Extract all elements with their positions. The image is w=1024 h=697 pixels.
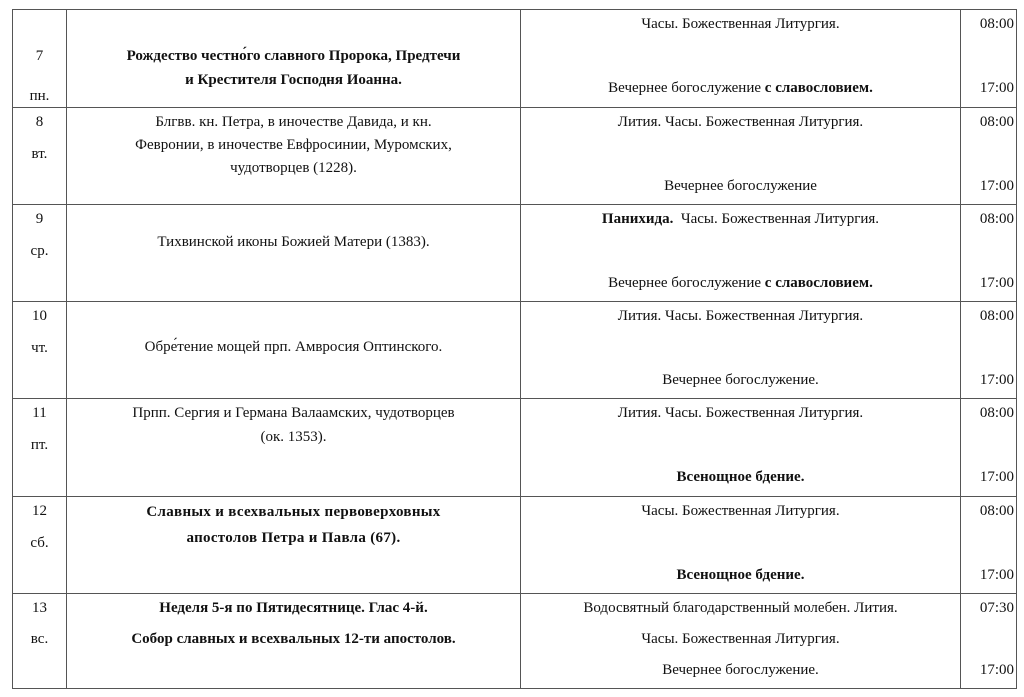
service-text: Лития. Часы. Божественная Литургия. xyxy=(617,405,864,421)
service-line xyxy=(521,78,960,98)
service-text: Вечернее богослужение. xyxy=(662,372,819,388)
schedule-body xyxy=(13,10,1017,689)
weekday: вс. xyxy=(30,631,49,647)
feast-line: Обре́тение мощей прп. Амвросия Оптинского. xyxy=(144,339,443,355)
services-cell xyxy=(521,497,961,594)
time-cell xyxy=(961,399,1017,497)
weekday: чт. xyxy=(31,340,48,356)
service-time: 08:00 xyxy=(979,503,1014,519)
service-text-bold: Всенощное бдение. xyxy=(676,567,805,583)
feast-line: чудотворцев (1228). xyxy=(230,160,357,176)
weekday: вт. xyxy=(31,146,48,162)
service-text: Часы. Божественная Литургия. xyxy=(673,211,880,227)
services-cell xyxy=(521,10,961,108)
time-cell xyxy=(961,594,1017,689)
feast-cell xyxy=(67,205,521,302)
service-text: Часы. Божественная Литургия. xyxy=(641,631,840,647)
time-cell xyxy=(961,302,1017,399)
service-line xyxy=(521,209,960,229)
service-text: Часы. Божественная Литургия. xyxy=(641,503,840,519)
day-number: 7 xyxy=(35,48,44,64)
service-text-bold: с славословием. xyxy=(764,275,873,291)
service-time: 17:00 xyxy=(979,372,1014,388)
feast-line: Февронии, в иночестве Евфросинии, Муромских, xyxy=(135,137,452,153)
service-line xyxy=(521,403,960,423)
service-text: Лития. Часы. Божественная Литургия. xyxy=(617,114,864,130)
feast-cell xyxy=(67,594,521,689)
services-cell xyxy=(521,302,961,399)
service-line xyxy=(521,629,960,649)
feast-line: Рождество честно́го славного Пророка, Предтечи xyxy=(126,48,461,64)
service-line xyxy=(521,112,960,132)
time-cell xyxy=(961,10,1017,108)
table-row xyxy=(13,594,1017,689)
service-text: Лития. Часы. Божественная Литургия. xyxy=(617,308,864,324)
time-cell xyxy=(961,205,1017,302)
service-text-bold: Панихида. xyxy=(601,211,674,227)
day-cell xyxy=(13,10,67,108)
service-line xyxy=(521,370,960,390)
feast-cell xyxy=(67,302,521,399)
day-number: 8 xyxy=(35,114,44,130)
weekday: сб. xyxy=(30,535,49,551)
day-number: 10 xyxy=(32,308,47,324)
service-time: 17:00 xyxy=(979,275,1014,291)
feast-line: Собор славных и всехвальных 12-ти апостолов. xyxy=(131,631,456,647)
day-number: 9 xyxy=(35,211,44,227)
services-cell xyxy=(521,108,961,205)
table-row xyxy=(13,302,1017,399)
services-cell xyxy=(521,205,961,302)
feast-line: Тихвинской иконы Божией Матери (1383). xyxy=(157,234,430,250)
table-row xyxy=(13,108,1017,205)
feast-line: и Крестителя Господня Иоанна. xyxy=(185,72,402,88)
feast-cell xyxy=(67,10,521,108)
feast-line: апостолов Петра и Павла (67). xyxy=(186,530,401,546)
service-time: 17:00 xyxy=(979,567,1014,583)
weekday: пн. xyxy=(29,88,50,104)
feast-line: Неделя 5-я по Пятидесятнице. Глас 4-й. xyxy=(159,600,428,616)
feast-cell xyxy=(67,497,521,594)
service-line xyxy=(521,14,960,34)
service-time: 08:00 xyxy=(979,16,1014,32)
table-row xyxy=(13,399,1017,497)
day-number: 11 xyxy=(32,405,47,421)
day-cell xyxy=(13,108,67,205)
table-row xyxy=(13,205,1017,302)
day-cell xyxy=(13,594,67,689)
services-cell xyxy=(521,594,961,689)
service-time: 17:00 xyxy=(979,80,1014,96)
table-row xyxy=(13,497,1017,594)
service-text: Водосвятный благодарственный молебен. Лития. xyxy=(583,600,898,616)
schedule-table xyxy=(12,9,1017,689)
weekday: пт. xyxy=(30,437,49,453)
feast-line: Прпп. Сергия и Германа Валаамских, чудотворцев xyxy=(132,405,455,421)
feast-line: (ок. 1353). xyxy=(260,429,327,445)
feast-line: Славных и всехвальных первоверховных xyxy=(146,504,441,520)
day-cell xyxy=(13,205,67,302)
service-line xyxy=(521,660,960,680)
service-line xyxy=(521,565,960,585)
service-time: 08:00 xyxy=(979,308,1014,324)
day-cell xyxy=(13,399,67,497)
service-text: Часы. Божественная Литургия. xyxy=(641,16,840,32)
service-time: 08:00 xyxy=(979,405,1014,421)
service-line xyxy=(521,273,960,293)
feast-line: Блгвв. кн. Петра, в иночестве Давида, и кн. xyxy=(155,114,432,130)
service-time: 08:00 xyxy=(979,114,1014,130)
time-cell xyxy=(961,108,1017,205)
service-line xyxy=(521,306,960,326)
service-text-bold: с славословием. xyxy=(764,80,873,96)
day-number: 13 xyxy=(32,600,47,616)
service-line xyxy=(521,598,960,618)
service-time: 17:00 xyxy=(979,178,1014,194)
services-cell xyxy=(521,399,961,497)
service-text: Вечернее богослужение xyxy=(608,275,765,291)
service-line xyxy=(521,176,960,196)
service-time: 08:00 xyxy=(979,211,1014,227)
service-text: Вечернее богослужение xyxy=(608,80,765,96)
day-cell xyxy=(13,497,67,594)
service-line xyxy=(521,501,960,521)
weekday: ср. xyxy=(30,243,49,259)
service-time: 07:30 xyxy=(979,600,1014,616)
service-text-bold: Всенощное бдение. xyxy=(676,469,805,485)
table-row xyxy=(13,10,1017,108)
service-time: 17:00 xyxy=(979,662,1014,678)
feast-cell xyxy=(67,399,521,497)
time-cell xyxy=(961,497,1017,594)
service-line xyxy=(521,467,960,487)
service-text: Вечернее богослужение. xyxy=(662,662,819,678)
day-cell xyxy=(13,302,67,399)
service-time: 17:00 xyxy=(979,469,1014,485)
service-text: Вечернее богослужение xyxy=(664,178,817,194)
feast-cell xyxy=(67,108,521,205)
day-number: 12 xyxy=(32,503,47,519)
